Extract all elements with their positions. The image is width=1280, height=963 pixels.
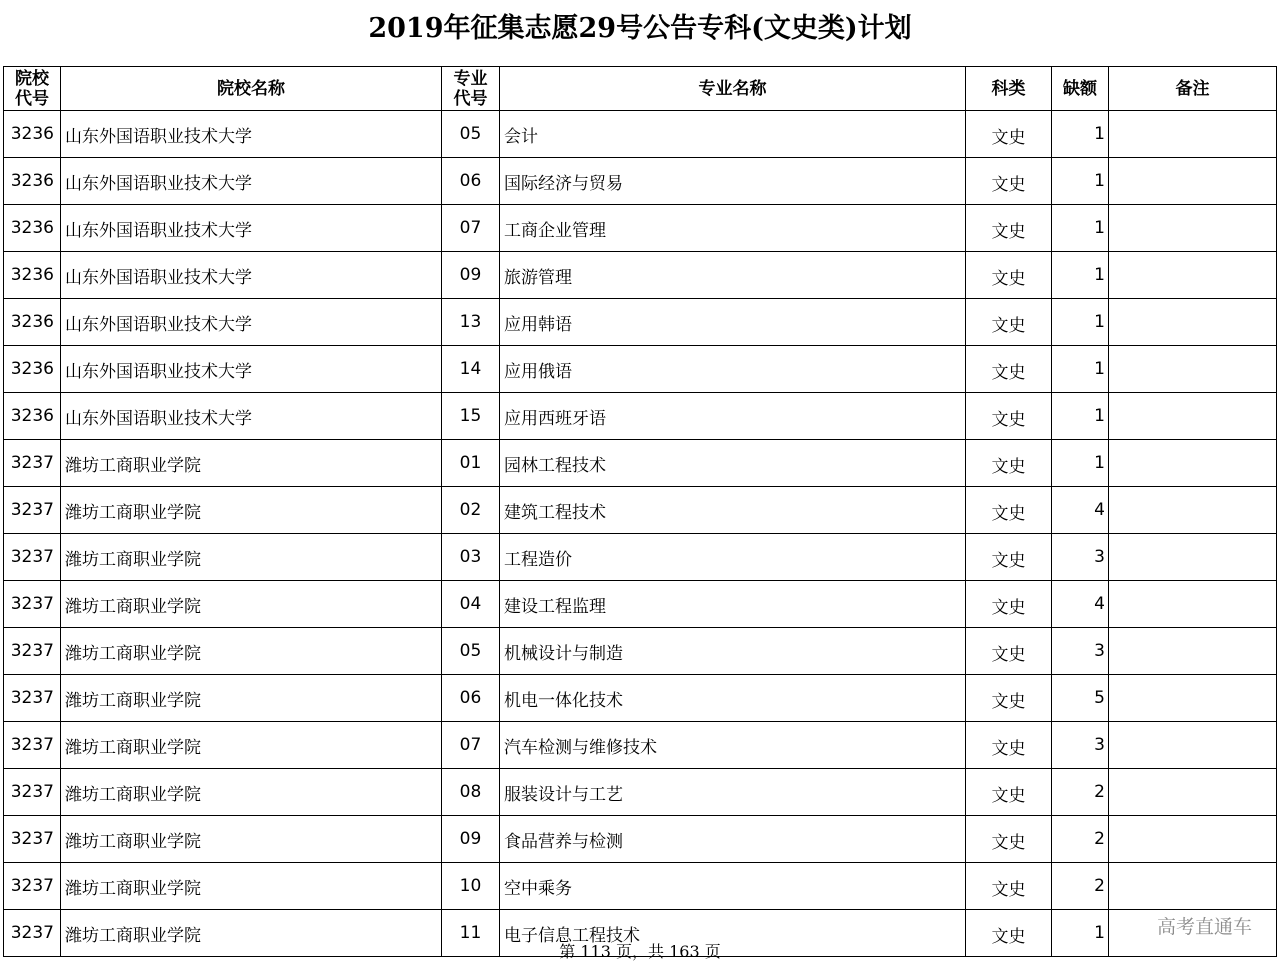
cell-major-name: 国际经济与贸易 xyxy=(500,158,966,205)
cell-remarks xyxy=(1109,722,1277,769)
cell-category: 文史 xyxy=(966,346,1052,393)
cell-major-code: 05 xyxy=(442,628,500,675)
cell-vacancies: 3 xyxy=(1052,534,1109,581)
cell-major-code: 15 xyxy=(442,393,500,440)
cell-major-name: 建筑工程技术 xyxy=(500,487,966,534)
cell-major-code: 03 xyxy=(442,534,500,581)
cell-major-name: 汽车检测与维修技术 xyxy=(500,722,966,769)
cell-school-name: 潍坊工商职业学院 xyxy=(61,816,442,863)
cell-remarks xyxy=(1109,487,1277,534)
cell-school-code: 3236 xyxy=(4,111,61,158)
cell-major-code: 04 xyxy=(442,581,500,628)
cell-remarks xyxy=(1109,534,1277,581)
cell-remarks xyxy=(1109,675,1277,722)
cell-vacancies: 2 xyxy=(1052,863,1109,910)
cell-school-code: 3237 xyxy=(4,722,61,769)
cell-vacancies: 4 xyxy=(1052,581,1109,628)
cell-major-code: 06 xyxy=(442,675,500,722)
cell-school-name: 山东外国语职业技术大学 xyxy=(61,346,442,393)
cell-major-name: 工商企业管理 xyxy=(500,205,966,252)
cell-vacancies: 3 xyxy=(1052,722,1109,769)
cell-remarks xyxy=(1109,393,1277,440)
cell-remarks xyxy=(1109,440,1277,487)
cell-remarks xyxy=(1109,863,1277,910)
table-row xyxy=(4,816,1277,863)
cell-major-code: 13 xyxy=(442,299,500,346)
cell-major-name: 园林工程技术 xyxy=(500,440,966,487)
cell-vacancies: 2 xyxy=(1052,816,1109,863)
cell-category: 文史 xyxy=(966,769,1052,816)
cell-category: 文史 xyxy=(966,205,1052,252)
header-vacancies: 缺额 xyxy=(1052,67,1109,111)
cell-vacancies: 3 xyxy=(1052,628,1109,675)
table-row xyxy=(4,111,1277,158)
table-row xyxy=(4,393,1277,440)
cell-school-code: 3236 xyxy=(4,205,61,252)
cell-school-code: 3236 xyxy=(4,158,61,205)
page-footer: 第 113 页，共 163 页 xyxy=(559,942,721,961)
cell-major-name: 工程造价 xyxy=(500,534,966,581)
cell-category: 文史 xyxy=(966,910,1052,957)
cell-school-code: 3237 xyxy=(4,487,61,534)
table-row xyxy=(4,158,1277,205)
cell-school-code: 3237 xyxy=(4,440,61,487)
cell-vacancies: 4 xyxy=(1052,487,1109,534)
cell-major-code: 09 xyxy=(442,816,500,863)
cell-major-code: 11 xyxy=(442,910,500,957)
cell-school-name: 潍坊工商职业学院 xyxy=(61,675,442,722)
cell-vacancies: 1 xyxy=(1052,393,1109,440)
header-category: 科类 xyxy=(966,67,1052,111)
header-major-code-line1: 专业 xyxy=(453,68,488,89)
cell-vacancies: 1 xyxy=(1052,910,1109,957)
header-school-code xyxy=(4,67,61,111)
cell-vacancies: 1 xyxy=(1052,252,1109,299)
cell-remarks xyxy=(1109,252,1277,299)
cell-remarks xyxy=(1109,158,1277,205)
cell-remarks xyxy=(1109,205,1277,252)
table-row xyxy=(4,534,1277,581)
cell-major-code: 10 xyxy=(442,863,500,910)
cell-category: 文史 xyxy=(966,675,1052,722)
cell-school-name: 山东外国语职业技术大学 xyxy=(61,393,442,440)
cell-school-code: 3236 xyxy=(4,252,61,299)
header-school-code-line2: 代号 xyxy=(15,88,49,109)
cell-category: 文史 xyxy=(966,111,1052,158)
cell-remarks xyxy=(1109,769,1277,816)
cell-category: 文史 xyxy=(966,158,1052,205)
cell-category: 文史 xyxy=(966,722,1052,769)
cell-category: 文史 xyxy=(966,393,1052,440)
table-row xyxy=(4,722,1277,769)
cell-category: 文史 xyxy=(966,628,1052,675)
cell-vacancies: 1 xyxy=(1052,111,1109,158)
watermark: 高考直通车 xyxy=(1156,916,1252,938)
cell-category: 文史 xyxy=(966,487,1052,534)
cell-major-name: 会计 xyxy=(500,111,966,158)
cell-school-name: 潍坊工商职业学院 xyxy=(61,769,442,816)
cell-vacancies: 1 xyxy=(1052,299,1109,346)
cell-major-name: 应用西班牙语 xyxy=(500,393,966,440)
cell-major-name: 建设工程监理 xyxy=(500,581,966,628)
cell-school-name: 潍坊工商职业学院 xyxy=(61,440,442,487)
cell-school-name: 山东外国语职业技术大学 xyxy=(61,252,442,299)
cell-school-name: 潍坊工商职业学院 xyxy=(61,628,442,675)
table-row xyxy=(4,252,1277,299)
cell-category: 文史 xyxy=(966,252,1052,299)
table-row xyxy=(4,581,1277,628)
cell-school-name: 潍坊工商职业学院 xyxy=(61,487,442,534)
cell-remarks xyxy=(1109,346,1277,393)
cell-category: 文史 xyxy=(966,440,1052,487)
header-major-name: 专业名称 xyxy=(500,67,966,111)
cell-vacancies: 1 xyxy=(1052,205,1109,252)
cell-school-code: 3236 xyxy=(4,346,61,393)
cell-major-name: 食品营养与检测 xyxy=(500,816,966,863)
cell-major-name: 电子信息工程技术 xyxy=(500,910,966,957)
cell-school-name: 山东外国语职业技术大学 xyxy=(61,111,442,158)
header-remarks: 备注 xyxy=(1109,67,1277,111)
cell-school-name: 山东外国语职业技术大学 xyxy=(61,158,442,205)
cell-school-code: 3237 xyxy=(4,910,61,957)
table-row xyxy=(4,675,1277,722)
cell-school-code: 3237 xyxy=(4,534,61,581)
cell-school-name: 潍坊工商职业学院 xyxy=(61,910,442,957)
cell-school-code: 3237 xyxy=(4,581,61,628)
cell-category: 文史 xyxy=(966,299,1052,346)
page-title: 2019年征集志愿29号公告专科(文史类)计划 xyxy=(368,13,912,44)
cell-vacancies: 5 xyxy=(1052,675,1109,722)
cell-major-name: 空中乘务 xyxy=(500,863,966,910)
cell-school-name: 潍坊工商职业学院 xyxy=(61,863,442,910)
cell-vacancies: 1 xyxy=(1052,158,1109,205)
cell-remarks xyxy=(1109,111,1277,158)
cell-major-code: 02 xyxy=(442,487,500,534)
cell-major-name: 应用韩语 xyxy=(500,299,966,346)
cell-major-name: 机电一体化技术 xyxy=(500,675,966,722)
cell-major-code: 08 xyxy=(442,769,500,816)
cell-category: 文史 xyxy=(966,534,1052,581)
header-major-code xyxy=(442,67,500,111)
cell-vacancies: 1 xyxy=(1052,440,1109,487)
cell-school-code: 3237 xyxy=(4,675,61,722)
header-school-code-line1: 院校 xyxy=(15,68,49,89)
table-row xyxy=(4,863,1277,910)
cell-school-name: 潍坊工商职业学院 xyxy=(61,581,442,628)
admission-plan-table xyxy=(3,66,1277,957)
cell-major-code: 14 xyxy=(442,346,500,393)
cell-major-name: 旅游管理 xyxy=(500,252,966,299)
table-row xyxy=(4,487,1277,534)
cell-category: 文史 xyxy=(966,816,1052,863)
table-row xyxy=(4,769,1277,816)
cell-vacancies: 1 xyxy=(1052,346,1109,393)
cell-major-name: 应用俄语 xyxy=(500,346,966,393)
cell-remarks xyxy=(1109,581,1277,628)
cell-school-name: 潍坊工商职业学院 xyxy=(61,534,442,581)
table-body xyxy=(4,111,1277,957)
cell-major-code: 05 xyxy=(442,111,500,158)
cell-major-code: 07 xyxy=(442,722,500,769)
table-row xyxy=(4,440,1277,487)
cell-school-name: 山东外国语职业技术大学 xyxy=(61,299,442,346)
table-row xyxy=(4,205,1277,252)
table-header-row xyxy=(4,67,1277,111)
cell-category: 文史 xyxy=(966,581,1052,628)
cell-school-code: 3237 xyxy=(4,816,61,863)
cell-major-name: 服装设计与工艺 xyxy=(500,769,966,816)
cell-school-code: 3236 xyxy=(4,299,61,346)
table-row xyxy=(4,346,1277,393)
cell-category: 文史 xyxy=(966,863,1052,910)
cell-remarks xyxy=(1109,299,1277,346)
cell-remarks xyxy=(1109,816,1277,863)
cell-school-name: 山东外国语职业技术大学 xyxy=(61,205,442,252)
header-school-name: 院校名称 xyxy=(61,67,442,111)
cell-school-code: 3237 xyxy=(4,863,61,910)
table-row xyxy=(4,628,1277,675)
header-major-code-line2: 代号 xyxy=(453,88,488,109)
cell-school-code: 3237 xyxy=(4,769,61,816)
cell-vacancies: 2 xyxy=(1052,769,1109,816)
cell-major-code: 01 xyxy=(442,440,500,487)
cell-major-code: 07 xyxy=(442,205,500,252)
cell-school-name: 潍坊工商职业学院 xyxy=(61,722,442,769)
table-row xyxy=(4,299,1277,346)
cell-school-code: 3237 xyxy=(4,628,61,675)
cell-major-name: 机械设计与制造 xyxy=(500,628,966,675)
cell-major-code: 06 xyxy=(442,158,500,205)
cell-major-code: 09 xyxy=(442,252,500,299)
cell-school-code: 3236 xyxy=(4,393,61,440)
cell-remarks xyxy=(1109,628,1277,675)
